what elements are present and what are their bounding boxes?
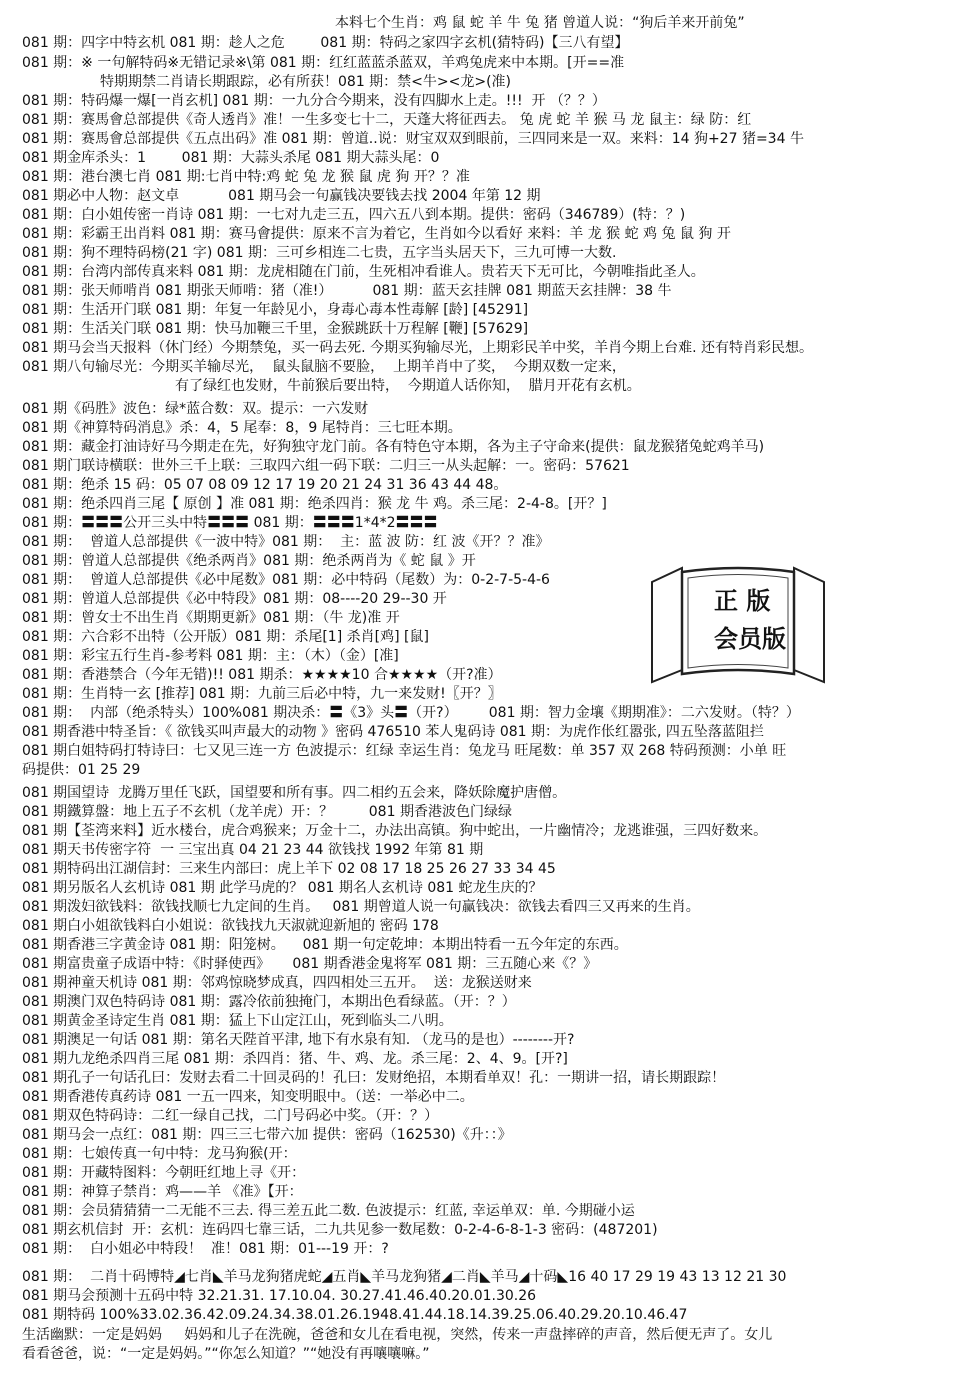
text-line-19: 081 期八句输尽光：今期买羊输尽光， 鼠头鼠脑不要脸， 上期羊肖中了奖， 今期双数一定来， (22, 359, 626, 375)
text-line-9: 081 期：港台澳七肖 081 期:七肖中特:鸡 蛇 兔 龙 猴 鼠 虎 狗 开？？准 (22, 169, 470, 185)
stamp-line-2: 会员版 (714, 624, 786, 653)
text-line-40: 码提供：01 25 29 (22, 762, 141, 778)
text-line-57: 081 期香港传真药诗 081 一五一四来，知变明眼中。（送：一举必中二。 (22, 1089, 474, 1105)
text-line-35: 081 期：香港禁合（今年无错)!! 081 期杀：★★★★10 合★★★★（开?准） (22, 667, 502, 683)
text-line-13: 081 期：狗不理特码榜(21 字) 081 期：三可乡相连二七贵，五字当头居天下，三九可博一大数. (22, 245, 617, 261)
text-line-32: 081 期：曾女士不出生肖《期期更新》081 期：（牛 龙)准 开 (22, 610, 400, 626)
text-line-26: 081 期：绝杀四肖三尾【 原创 】准 081 期：绝杀四肖：猴 龙 牛 鸡。杀三尾：2-4-8。[开？] (22, 496, 607, 512)
text-line-28: 081 期： 曾道人总部提供《一波中特》081 期： 主：蓝 波 防：红 波《开？？准》 (22, 534, 550, 550)
text-line-42: 081 期鐵算盤：地上五子不玄机（龙羊虎）开：？ 081 期香港波色门绿绿 (22, 804, 512, 820)
text-line-4: 特期期禁二肖请长期跟踪，必有所获！081 期：禁<牛><龙>(准) (100, 74, 512, 90)
text-line-12: 081 期：彩霸王出肖料 081 期：赛马會提供：原来不言为着它，生肖如今以看好 来料：羊 龙 猴 蛇 鸡 兔 鼠 狗 开 (22, 226, 731, 242)
text-line-1: 本料七个生肖：鸡 鼠 蛇 羊 牛 兔 猪 曾道人说：“狗后羊来开前兔” (335, 15, 745, 31)
text-line-60: 081 期：七娘传真一句中特：龙马狗猴(开： (22, 1146, 297, 1162)
text-line-46: 081 期另版名人玄机诗 081 期 此学马虎的？ 081 期名人玄机诗 081 蛇龙生庆的？ (22, 880, 543, 896)
stamp-line-1: 正 版 (714, 586, 771, 615)
text-line-59: 081 期马会一点红：081 期：四三三七带六加 提供：密码（162530)《升：：》 (22, 1127, 512, 1143)
text-line-68: 081 期特码 100%33.02.36.42.09.24.34.38.01.26.1948.41.44.18.14.39.25.06.40.29.20.10.46.47 (22, 1307, 688, 1323)
text-line-70: 看看爸爸，说：“一定是妈妈。”“你怎么知道？”“她没有再嚷嚷嘛。” (22, 1346, 430, 1362)
text-line-53: 081 期黄金圣诗定生肖 081 期：猛上下山定江山，死到临头二八明。 (22, 1013, 453, 1029)
text-line-22: 081 期《神算特码消息》杀：4，5 尾奉：8，9 尾特肖：三七旺本期。 (22, 420, 462, 436)
text-line-30: 081 期： 曾道人总部提供《必中尾数》081 期：必中特码（尾数）为：0-2-7-5-4-6 (22, 572, 550, 588)
text-line-11: 081 期：白小姐传密一肖诗 081 期：一七对九走三五，四六五八到本期。提供：密码（346789）(特：？) (22, 207, 686, 223)
text-line-21: 081 期《码胜》波色：绿*蓝合数：双。提示：一六发财 (22, 401, 369, 417)
text-line-50: 081 期富贵童子成语中特：《时驿使西》 081 期香港金鬼将军 081 期：三五随心来《？》 (22, 956, 598, 972)
text-line-54: 081 期澳足一句话 081 期：第名天陛首平津, 地下有水泉有知. （龙马的是也）--------开? (22, 1032, 575, 1048)
text-line-34: 081 期：彩宝五行生肖-参考料 081 期：主：（木）（金）[准] (22, 648, 399, 664)
text-line-6: 081 期：赛馬會总部提供《奇人透肖》准！一生多变七十二，天蓬大将征西去。 兔 虎 蛇 羊 猴 马 龙 鼠主：绿 防：红 (22, 112, 752, 128)
text-line-29: 081 期：曾道人总部提供《绝杀两肖》081 期：绝杀两肖为《 蛇 鼠 》开 (22, 553, 476, 569)
text-line-17: 081 期：生活关门联 081 期：快马加鞭三千里，金猴跳跃十万程解 [鞭] [57629] (22, 321, 529, 337)
official-member-stamp (648, 562, 828, 686)
text-line-48: 081 期白小姐欲钱料白小姐说：欲钱找九天淑就迎新旭的 密码 178 (22, 918, 439, 934)
text-line-41: 081 期国望诗 龙腾万里任飞跃，国望要和所有事。四二相约五会来，降妖除魔护唐僧。 (22, 785, 567, 801)
text-line-39: 081 期白姐特码打特诗曰：七又见三连一方 色波提示：红绿 幸运生肖：兔龙马 旺尾数：单 357 双 268 特码预测：小单 旺 (22, 743, 787, 759)
text-line-61: 081 期：开藏特图料：今朝旺红地上寻《开： (22, 1165, 306, 1181)
text-line-49: 081 期香港三字黄金诗 081 期：阳笼树。 081 期一句定乾坤：本期出特看一五今年定的东西。 (22, 937, 628, 953)
text-line-52: 081 期澳门双色特码诗 081 期：露冷依前独掩门，本期出色看绿蓝。（开：？） (22, 994, 516, 1010)
text-line-3: 081 期：※ 一句解特码※无错记录※\第 081 期：红红蓝蓝杀蓝双，羊鸡兔虎来中本期。[开==准 (22, 55, 625, 71)
text-line-43: 081 期【荃湾来料】近水楼台，虎合鸡猴来；万金十二，办法出高镇。狗中蛇出，一片幽情冷；龙逃谁强，三四好数来。 (22, 823, 768, 839)
text-line-23: 081 期：藏金打油诗好马今期走在先，好狗独守龙门前。各有特色守本期，各为主子守命来(提供：鼠龙猴猪兔蛇鸡羊马) (22, 439, 765, 455)
text-line-44: 081 期天书传密字符 一 三宝出真 04 21 23 44 欲钱找 1992 年第 81 期 (22, 842, 484, 858)
text-line-36: 081 期：生肖特一玄 [推荐] 081 期：九前三后必中特，九一来发财!〖开？〗 (22, 686, 502, 702)
text-line-69: 生活幽默：一定是妈妈 妈妈和儿子在洗碗，爸爸和女儿在看电视，突然，传来一声盘摔碎的声音，然后便无声了。女儿 (22, 1327, 773, 1343)
text-line-33: 081 期：六合彩不出特（公开版）081 期：杀尾[1] 杀肖[鸡] [鼠] (22, 629, 429, 645)
text-line-58: 081 期双色特码诗：二红一绿自己找，二门号码必中奖。（开：？） (22, 1108, 439, 1124)
text-line-2: 081 期：四字中特玄机 081 期：趁人之危 081 期：特码之家四字玄机(猜特码)【三八有望】 (22, 35, 629, 51)
text-line-7: 081 期：赛馬會总部提供《五点出码》准 081 期：曾道..说：财宝双双到眼前，三四同来是一双。来料：14 狗+27 猪=34 牛 (22, 131, 804, 147)
text-line-47: 081 期泼妇欲钱料：欲钱找顺七九定间的生肖。 081 期曾道人说一句赢钱决：欲钱去看四三又再来的生肖。 (22, 899, 700, 915)
text-line-5: 081 期：特码爆一爆[一肖玄机] 081 期：一九分合今期来，没有四脚水上走。!!! 开 （？？） (22, 93, 606, 109)
text-line-51: 081 期神童天机诗 081 期：邻鸡惊晓梦成真，四四相处三五开。 送：龙猴送财来 (22, 975, 532, 991)
text-line-62: 081 期：神算子禁肖：鸡——羊 《准》【开： (22, 1184, 303, 1200)
text-line-20: 有了绿红也发财，牛前猴后要出特， 今期道人话你知， 腊月开花有玄机。 (175, 378, 641, 394)
text-line-8: 081 期金库杀头：1 081 期：大蒜头杀尾 081 期大蒜头尾：0 (22, 150, 440, 166)
text-line-67: 081 期马会预测十五码中特 32.21.31. 17.10.04. 30.27.41.46.40.20.01.30.26 (22, 1288, 537, 1304)
text-line-25: 081 期：绝杀 15 码：05 07 08 09 12 17 19 20 21 24 31 36 43 44 48。 (22, 477, 508, 493)
text-line-56: 081 期孔子一句话孔曰：发财去看二十回灵码的！孔曰：发财绝招，本期看单双！孔：一期讲一招，请长期跟踪！ (22, 1070, 726, 1086)
text-line-15: 081 期：张天师啃肖 081 期张天师啃：猪（准!） 081 期：蓝天玄挂牌 081 期蓝天玄挂牌：38 牛 (22, 283, 672, 299)
text-line-66: 081 期： 二肖十码博特◢七肖◣羊马龙狗猪虎蛇◢五肖◣羊马龙狗猪◢二肖◣羊马◢十码◣16 40 17 29 19 43 13 12 21 30 (22, 1269, 787, 1285)
text-line-37: 081 期： 内部（绝杀特头）100%081 期决杀：〓《3》头〓（开?） 081 期：智力金壤《期期准》：二六发财。（特？） (22, 705, 800, 721)
text-line-65: 081 期： 白小姐必中特段！ 准！081 期：01---19 开：? (22, 1241, 389, 1257)
text-line-31: 081 期：曾道人总部提供《必中特段》081 期：08----20 29--30 开 (22, 591, 447, 607)
text-line-63: 081 期：会员猜猜猜一二无能不三去. 得三差五此二数. 色波提示：红蓝, 幸运单双：单. 今期碰小运 (22, 1203, 635, 1219)
text-line-16: 081 期：生活开门联 081 期：年复一年龄见小，身毒心毒本性毒解 [龄] [45291] (22, 302, 529, 318)
text-line-27: 081 期：〓〓〓公开三头中特〓〓〓 081 期：〓〓〓1*4*2〓〓〓 (22, 515, 438, 531)
text-line-64: 081 期玄机信封 开：玄机：连码四七靠三话，二九共见参一数尾数：0-2-4-6-8-1-3 密码：(487201) (22, 1222, 658, 1238)
text-line-24: 081 期门联诗横联：世外三千上联：三取四六组一码下联：二归三一从头起解：一。密码：57621 (22, 458, 630, 474)
text-line-10: 081 期必中人物：赵文卓 081 期马会一句赢钱决要钱去找 2004 年第 12 期 (22, 188, 541, 204)
text-line-14: 081 期：台湾内部传真来料 081 期：龙虎相随在门前，生死相冲看谁人。贵若天下无可比，今朝唯指此圣人。 (22, 264, 705, 280)
text-line-38: 081 期香港中特圣旨：《 欲钱买叫声最大的动物 》密码 476510 苯人鬼码诗 081 期：为虎作伥红嚣张, 四五坠落蓝阻拦 (22, 724, 764, 740)
text-line-45: 081 期特码出江湖信封：三来生内部曰：虎上羊下 02 08 17 18 25 26 27 33 34 45 (22, 861, 556, 877)
text-line-18: 081 期马会当天报料（休门经）今期禁兔，买一码去死. 今期买狗输尽光，上期彩民羊中奖，羊肖今期上台难. 还有特肖彩民想。 (22, 340, 813, 356)
text-line-55: 081 期九龙绝杀四肖三尾 081 期：杀四肖：猪、牛、鸡、龙。杀三尾：2、4、9。[开?] (22, 1051, 568, 1067)
